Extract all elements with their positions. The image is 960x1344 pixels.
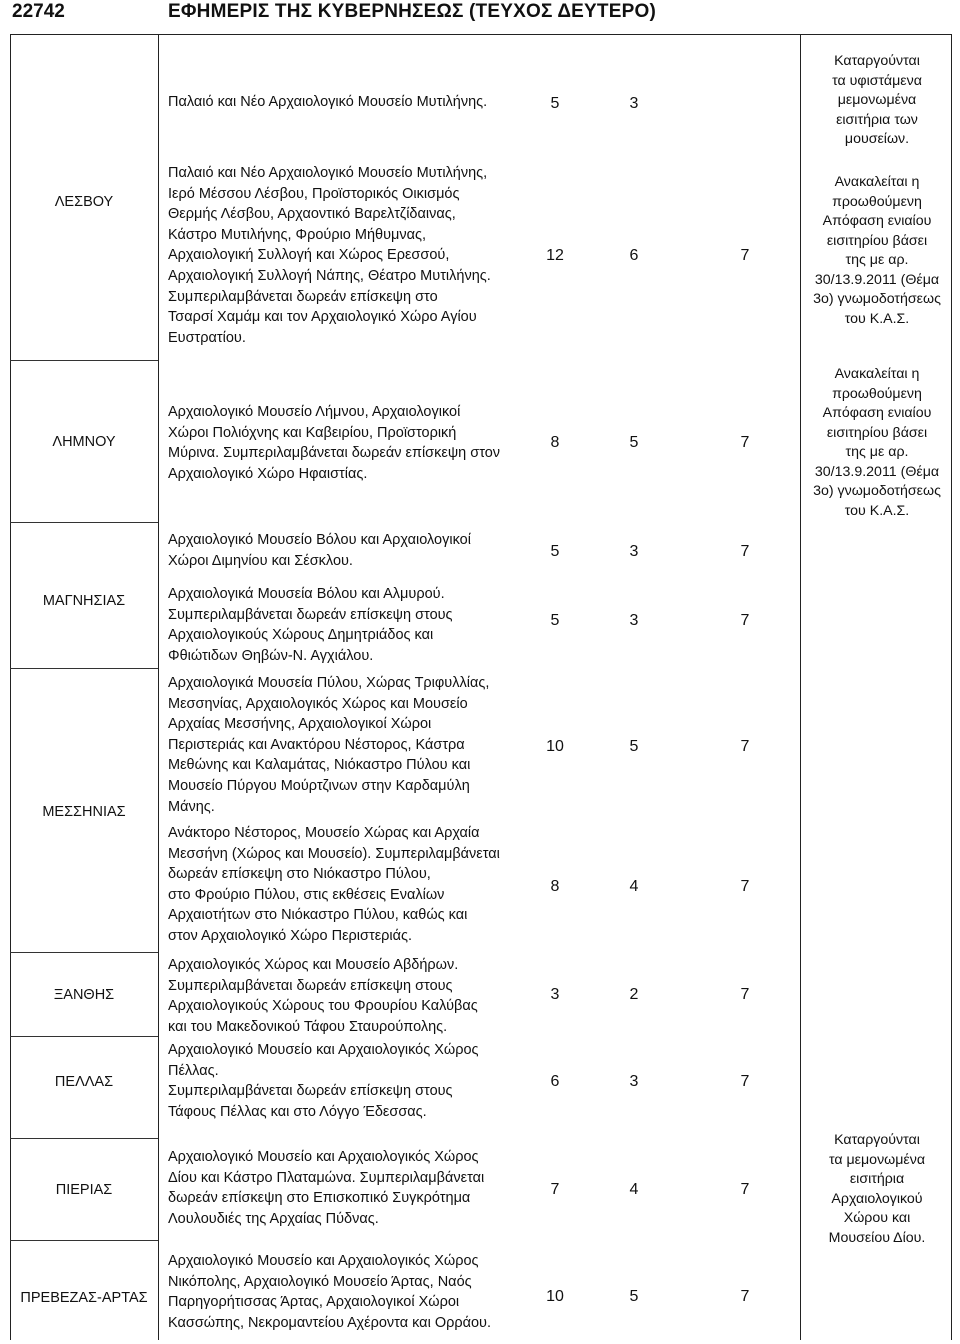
note-text: Καταργούνται (834, 1132, 920, 1148)
full-price: 3 (550, 986, 560, 1003)
reduced-price: 6 (629, 247, 639, 264)
row-text: Δίου και Κάστρο Πλαταμώνα. Συμπεριλαμβάνεται (168, 1169, 485, 1186)
row-text: Παλαιό και Νέο Αρχαιολογικό Μουσείο Μυτιλήνης. (168, 94, 488, 110)
table-row (168, 402, 520, 484)
table-row (168, 823, 520, 947)
row-text: Χώροι Πολιόχνης και Καβειρίου, Προϊστορική (168, 424, 457, 441)
column-divider (158, 34, 159, 1340)
row-text: Μεσσήνη (Χώρος και Μουσείο). Συμπεριλαμβάνεται (168, 845, 500, 862)
row-text: και του Μακεδονικού Τάφου Σταυρούπολης. (168, 1018, 448, 1035)
row-text: στο Φρούριο Πύλου, στις εκθέσεις Εναλίων (168, 886, 445, 903)
table-row (168, 163, 520, 348)
reduced-price: 3 (629, 612, 639, 629)
row-text: Αρχαιολογικός Χώρος και Μουσείο Αβδήρων. (168, 957, 459, 973)
note-text: Αρχαιολογικού (831, 1190, 923, 1207)
page-number: 22742 (12, 1, 65, 22)
reduced-price: 5 (629, 1288, 639, 1305)
row-text: Ευστρατίου. (168, 329, 246, 346)
validity-days: 7 (740, 738, 750, 755)
note-text: μουσείων. (844, 131, 910, 147)
row-text: Αρχαιολογικό Μουσείο Λήμνου, Αρχαιολογικοί (168, 404, 461, 420)
row-text: Πέλλας. (168, 1062, 219, 1079)
validity-days: 7 (740, 986, 750, 1003)
note-text: 3ο) γνωμοδοτήσεως (813, 483, 941, 499)
row-text: Τσαρσί Χαμάμ και τον Αρχαιολογικό Χώρο Αγίου (168, 309, 477, 326)
row-text: Αρχαιολογικά Μουσεία Βόλου και Αλμυρού. (168, 586, 445, 602)
row-text: Μεθώνης και Καλαμάτας, Νιόκαστρο Πύλου και (168, 757, 471, 774)
row-text: Ιερό Μέσσου Λέσβου, Προϊστορικός Οικισμός (168, 185, 460, 202)
row-text: Παλαιό και Νέο Αρχαιολογικό Μουσείο Μυτιλήνης, (168, 165, 488, 181)
note-text: Ανακαλείται η (834, 366, 920, 382)
full-price: 10 (546, 1288, 564, 1305)
gazette-title: ΕΦΗΜΕΡΙΣ ΤΗΣ ΚΥΒΕΡΝΗΣΕΩΣ (ΤΕΥΧΟΣ ΔΕΥΤΕΡΟ) (168, 1, 656, 22)
note-text: εισιτηρίου βάσει (826, 424, 928, 441)
row-text: Θερμής Λέσβου, Αρχαοντικό Βαρελτζίδαινας, (168, 206, 456, 223)
table-row (168, 1147, 520, 1229)
row-text: Νικόπολης, Αρχαιολογικό Μουσείο Άρτας, Ναός (168, 1273, 472, 1290)
reduced-price: 3 (629, 543, 639, 560)
row-text: Κάστρο Μυτιλήνης, Φρούριο Μήθυμνας, (168, 226, 427, 243)
note-text: του Κ.Α.Σ. (844, 502, 910, 519)
row-text: δωρεάν επίσκεψη στο Νιόκαστρο Πύλου, (168, 866, 431, 883)
row-text: στον Αρχαιολογικό Χώρο Περιστεριάς. (168, 927, 413, 944)
validity-days: 7 (740, 1181, 750, 1198)
row-text: Αρχαίας Μεσσήνης, Αρχαιολογικοί Χώροι (168, 716, 432, 733)
note-text: εισιτηρίου βάσει (826, 232, 928, 249)
row-text: Αρχαιολογικό Χώρο Ηφαιστίας. (168, 465, 368, 482)
full-price: 6 (550, 1073, 560, 1090)
row-text: Αρχαιολογική Συλλογή και Χώρος Ερεσσού, (168, 247, 450, 264)
column-divider (800, 34, 801, 1340)
row-text: Λουλουδιές της Αρχαίας Πύδνας. (168, 1210, 379, 1227)
full-price: 5 (550, 95, 560, 112)
region-preveza-arta: ΠΡΕΒΕΖΑΣ-ΑΡΤΑΣ (20, 1290, 148, 1306)
note-text: τα υφιστάμενα (832, 72, 922, 89)
note-text: προωθούμενη (832, 385, 922, 402)
table-row (168, 92, 520, 113)
note-text: Ανακαλείται η (834, 174, 920, 190)
note-text: Απόφαση ενιαίου (822, 213, 932, 229)
row-divider (10, 952, 158, 953)
row-text: Τάφους Πέλλας και στο Λόγγο Έδεσσας. (168, 1103, 427, 1120)
row-text: Παρηγορήτισσας Άρτας, Αρχαιολογικοί Χώροι (168, 1294, 460, 1311)
table-row (168, 955, 520, 1037)
row-text: Συμπεριλαμβάνεται δωρεάν επίσκεψη στους (168, 606, 453, 623)
row-text: Αρχαιολογικά Μουσεία Πύλου, Χώρας Τριφυλλίας, (168, 675, 490, 691)
note-text: της με αρ. (845, 444, 909, 460)
full-price: 5 (550, 543, 560, 560)
row-text: Ανάκτορο Νέστορος, Μουσείο Χώρας και Αρχαία (168, 825, 480, 841)
validity-days: 7 (740, 434, 750, 451)
note-text: μεμονωμένα (837, 92, 917, 108)
row-text: Αρχαιολογική Συλλογή Νάπης, Θέατρο Μυτιλήνης. (168, 267, 491, 284)
row-text: Συμπεριλαμβάνεται δωρεάν επίσκεψη στο (168, 288, 438, 305)
full-price: 10 (546, 738, 564, 755)
row-divider (10, 668, 158, 669)
row-text: Αρχαιολογικούς Χώρους του Φρουρίου Καλύβας (168, 998, 478, 1015)
note-text: Μουσείου Δίου. (828, 1229, 926, 1246)
region-limnos: ΛΗΜΝΟΥ (52, 434, 116, 450)
note-text: 30/13.9.2011 (Θέμα (814, 271, 940, 288)
reduced-price: 3 (629, 1073, 639, 1090)
row-divider (10, 1138, 158, 1139)
full-price: 12 (546, 247, 564, 264)
row-text: Αρχαιοτήτων στο Νιόκαστρο Πύλου, καθώς και (168, 907, 468, 924)
note-text: του Κ.Α.Σ. (844, 310, 910, 327)
region-magnisia: ΜΑΓΝΗΣΙΑΣ (42, 593, 126, 609)
row-text: Αρχαιολογικούς Χώρους Δημητριάδος και (168, 627, 434, 644)
row-divider (10, 1240, 158, 1241)
row-text: Φθιώτιδων Θηβών-Ν. Αγχιάλου. (168, 647, 374, 664)
row-text: Συμπεριλαμβάνεται δωρεάν επίσκεψη στους (168, 977, 453, 994)
note-revoked-decision (806, 173, 948, 329)
row-text: Αρχαιολογικό Μουσείο Βόλου και Αρχαιολογικοί (168, 532, 471, 548)
reduced-price: 4 (629, 1181, 639, 1198)
row-divider (10, 360, 158, 361)
row-text: Μύρινα. Συμπεριλαμβάνεται δωρεάν επίσκεψη στον (168, 445, 501, 462)
region-pella: ΠΕΛΛΑΣ (54, 1074, 114, 1090)
row-text: Αρχαιολογικό Μουσείο και Αρχαιολογικός Χώρος (168, 1042, 479, 1058)
region-messinia: ΜΕΣΣΗΝΙΑΣ (42, 804, 126, 820)
note-text: προωθούμενη (832, 193, 922, 210)
validity-days: 7 (740, 247, 750, 264)
validity-days: 7 (740, 612, 750, 629)
table-row (168, 1251, 520, 1333)
full-price: 8 (550, 434, 560, 451)
row-text: Χώροι Διμηνίου και Σέσκλου. (168, 552, 353, 569)
region-pieria: ΠΙΕΡΙΑΣ (55, 1182, 113, 1198)
row-text: Αρχαιολογικό Μουσείο και Αρχαιολογικός Χώρος (168, 1149, 479, 1165)
page-header (0, 0, 960, 34)
region-lesvos: ΛΕΣΒΟΥ (54, 194, 114, 210)
reduced-price: 4 (629, 878, 639, 895)
reduced-price: 5 (629, 738, 639, 755)
row-text: Μάνης. (168, 798, 215, 815)
full-price: 5 (550, 612, 560, 629)
note-text: 3ο) γνωμοδοτήσεως (813, 291, 941, 307)
reduced-price: 3 (629, 95, 639, 112)
validity-days: 7 (740, 1288, 750, 1305)
note-text: τα μεμονωμένα (828, 1151, 926, 1168)
reduced-price: 2 (629, 986, 639, 1003)
note-revoked-decision (806, 365, 948, 521)
note-abolished-dion-tickets (806, 1131, 948, 1248)
full-price: 8 (550, 878, 560, 895)
row-text: Μεσσηνίας, Αρχαιολογικός Χώρος και Μουσείο (168, 695, 468, 712)
note-text: εισιτήρια των (836, 111, 918, 128)
note-text: 30/13.9.2011 (Θέμα (814, 463, 940, 480)
row-text: Περιστεριάς και Ανακτόρου Νέστορος, Κάστρα (168, 736, 465, 753)
note-text: εισιτήρια (849, 1171, 905, 1187)
region-xanthi: ΞΑΝΘΗΣ (53, 987, 115, 1003)
full-price: 7 (550, 1181, 560, 1198)
row-text: δωρεάν επίσκεψη στο Επισκοπικό Συγκρότημα (168, 1190, 471, 1207)
validity-days: 7 (740, 878, 750, 895)
note-text: Απόφαση ενιαίου (822, 405, 932, 421)
row-text: Αρχαιολογικό Μουσείο και Αρχαιολογικός Χώρος (168, 1253, 479, 1269)
validity-days: 7 (740, 1073, 750, 1090)
row-divider (10, 1036, 158, 1037)
row-text: Μουσείο Πύργου Μούρτζινων στην Καρδαμύλη (168, 777, 470, 794)
row-text: Συμπεριλαμβάνεται δωρεάν επίσκεψη στους (168, 1083, 453, 1100)
table-row (168, 1040, 520, 1122)
row-text: Κασσώπης, Νεκρομαντείου Αχέροντα και Ορράου. (168, 1314, 491, 1331)
row-divider (10, 522, 158, 523)
note-text: της με αρ. (845, 252, 909, 268)
reduced-price: 5 (629, 434, 639, 451)
note-text: Καταργούνται (834, 53, 920, 69)
note-abolished-tickets (806, 52, 948, 150)
table-row (168, 530, 520, 571)
validity-days: 7 (740, 543, 750, 560)
table-row (168, 584, 520, 666)
note-text: Χώρου και (843, 1210, 911, 1226)
table-row (168, 673, 520, 817)
